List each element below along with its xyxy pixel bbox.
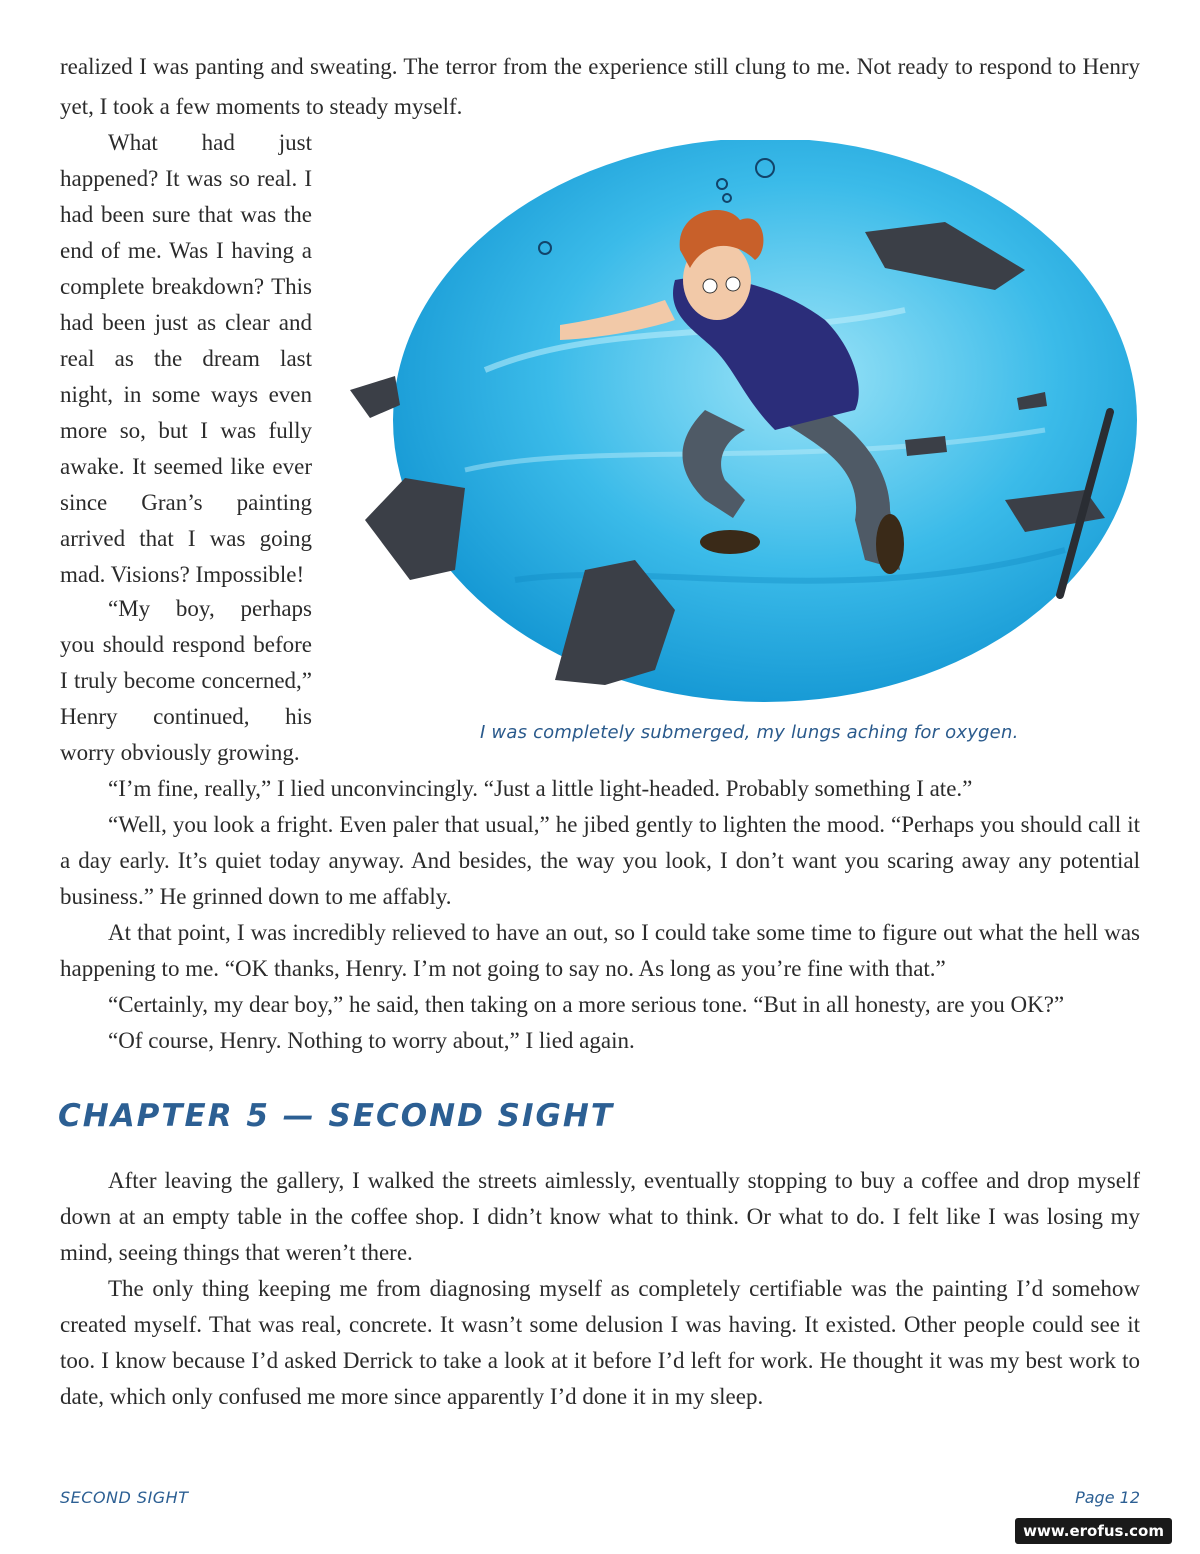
- paragraph-text: “Of course, Henry. Nothing to worry about,” I lied again.: [108, 1028, 635, 1053]
- chapter-paragraph-1-text: After leaving the gallery, I walked the streets aimlessly, eventually stopping to buy a coffee and drop myself down at an empty table in the coffee shop. I didn’t know what to think. Or what to do. I felt like I was losing my mind, seeing things that weren’t there.: [60, 1168, 1140, 1265]
- after-paragraphs: [60, 771, 1140, 1059]
- paragraph-text: “Well, you look a fright. Even paler that usual,” he jibed gently to lighten the mood. “Perhaps you should call it a day early. It’s quiet today anyway. And besides, the way you look, I don’t want you scaring away any potential business.” He grinned down to me affably.: [60, 812, 1140, 909]
- column-paragraph-2: [60, 591, 312, 771]
- paragraph-text: At that point, I was incredibly relieved to have an out, so I could take some time to figure out what the hell was happening to me. “OK thanks, Henry. I’m not going to say no. As long as you’re fine with that.”: [60, 920, 1140, 981]
- running-footer-title: SECOND SIGHT: [60, 1488, 189, 1507]
- chapter-paragraph-2-text: The only thing keeping me from diagnosing myself as completely certifiable was the painting I’d somehow created myself. That was real, concrete. It wasn’t some delusion I was having. It existed. Other people could see it too. I know because I’d asked Derrick to take a look at it before I’d left for work. He thought it was my best work to date, which only confused me more since apparently I’d done it in my sleep.: [60, 1276, 1140, 1409]
- rock-fragment: [350, 376, 400, 418]
- paragraph: [60, 807, 1140, 915]
- figure-eye: [726, 277, 740, 291]
- page-number: Page 12: [1075, 1488, 1140, 1507]
- chapter-paragraph-1: [60, 1163, 1140, 1271]
- paragraph: [60, 987, 1140, 1023]
- submerged-illustration: [345, 140, 1145, 720]
- column-paragraph-1: [60, 125, 312, 593]
- paragraph-text: “Certainly, my dear boy,” he said, then taking on a more serious tone. “But in all honesty, are you OK?”: [108, 992, 1065, 1017]
- illustration-caption: I was completely submerged, my lungs aching for oxygen.: [480, 722, 1019, 743]
- figure-eye: [703, 279, 717, 293]
- paragraph: [60, 1023, 1140, 1059]
- paragraph-text: “I’m fine, really,” I lied unconvincingly. “Just a little light-headed. Probably something I ate.”: [108, 776, 973, 801]
- rock-fragment: [365, 478, 465, 580]
- column-paragraph-2-text: “My boy, perhaps you should respond before I truly become concerned,” Henry continued, his worry obviously growing.: [60, 596, 312, 765]
- figure-shoe: [700, 530, 760, 554]
- chapter-heading: CHAPTER 5 — SECOND SIGHT: [58, 1098, 615, 1134]
- column-paragraph-1-text: What had just happened? It was so real. I had been sure that was the end of me. Was I having a complete breakdown? This had been just as clear and real as the dream last night, in some ways even more so, but I was fully awake. It seemed like ever since Gran’s painting arrived that I was going mad. Visions? Impossible!: [60, 130, 312, 587]
- site-watermark: www.erofus.com: [1015, 1518, 1172, 1544]
- top-paragraph: realized I was panting and sweating. The terror from the experience still clung to me. Not ready to respond to Henry yet, I took a few moments to steady myself.: [60, 54, 1140, 119]
- chapter-paragraph-2: [60, 1271, 1140, 1415]
- figure-shoe: [876, 514, 904, 574]
- paragraph: [60, 771, 1140, 807]
- water-bubble: [393, 140, 1137, 702]
- paragraph: [60, 915, 1140, 987]
